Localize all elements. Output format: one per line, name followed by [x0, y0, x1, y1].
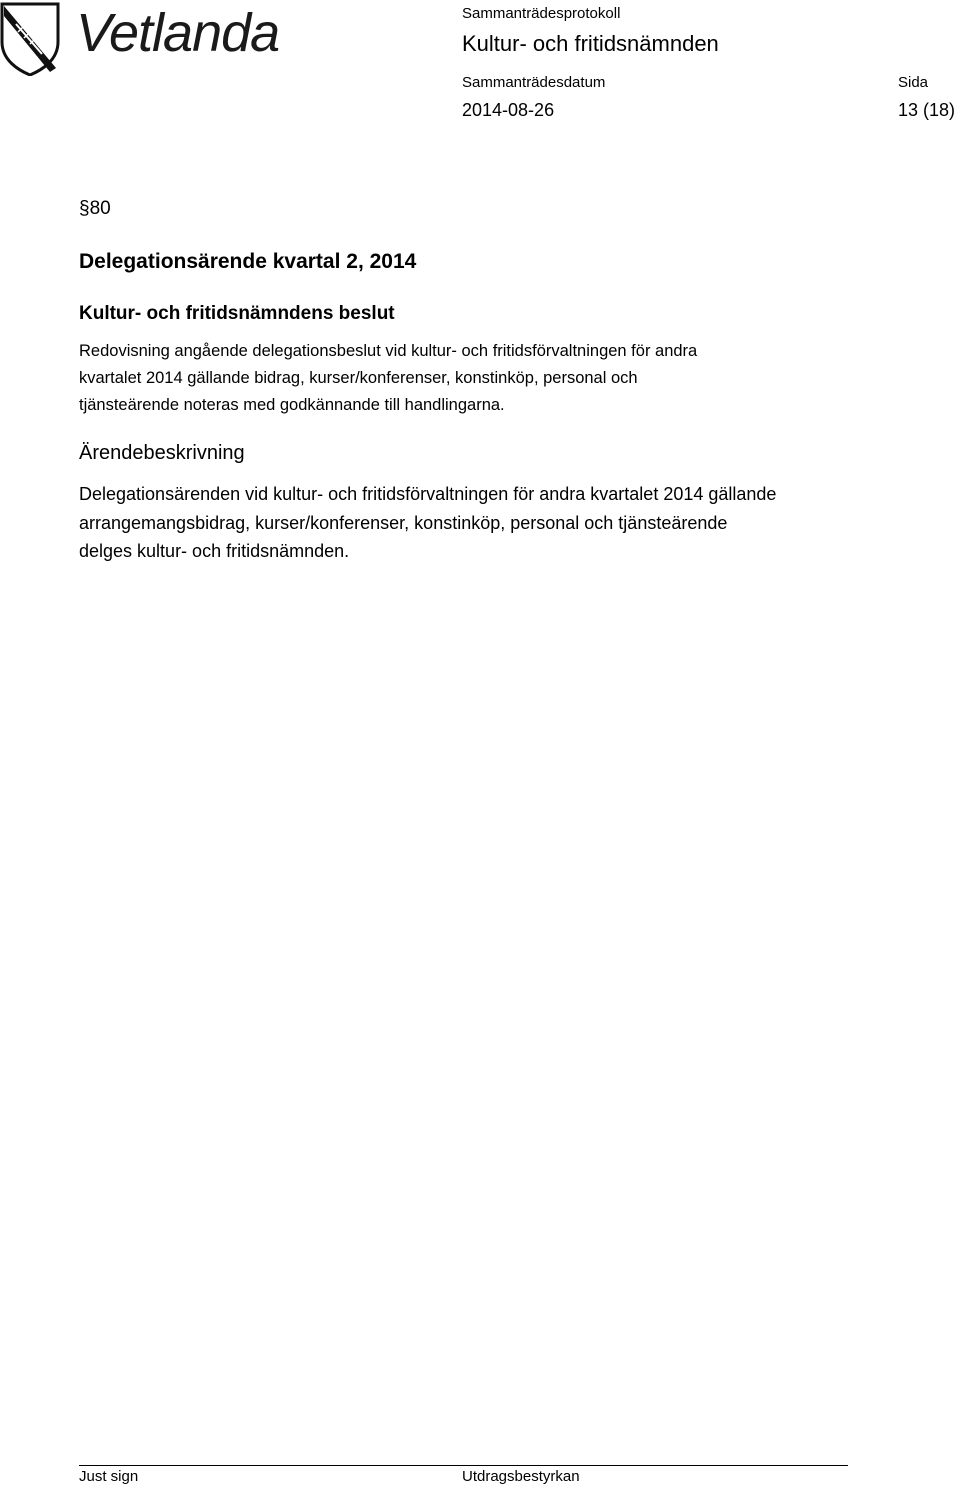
paragraph-mark: §	[79, 198, 90, 219]
decision-line: kvartalet 2014 gällande bidrag, kurser/konferenser, konstinköp, personal och	[79, 369, 638, 387]
decision-line: tjänsteärende noteras med godkännande till handlingarna.	[79, 396, 505, 414]
section-title: Delegationsärende kvartal 2, 2014	[79, 250, 417, 273]
just-sign-label: Just sign	[79, 1468, 139, 1485]
paragraph-number	[79, 198, 111, 220]
meeting-date-value: 2014-08-26	[462, 100, 555, 120]
decision-line: Redovisning angående delegationsbeslut vid kultur- och fritidsförvaltningen för andra	[79, 342, 698, 360]
description-line: arrangemangsbidrag, kurser/konferenser, konstinköp, personal och tjänsteärende	[79, 512, 728, 533]
vetlanda-logo	[0, 0, 290, 80]
meeting-date-label: Sammanträdesdatum	[462, 74, 606, 91]
document-type: Sammanträdesprotokoll	[462, 5, 621, 22]
paragraph-number-value: 80	[89, 198, 111, 219]
committee-name: Kultur- och fritidsnämnden	[462, 31, 719, 56]
page-number: 13 (18)	[898, 100, 956, 120]
description-line: Delegationsärenden vid kultur- och fritidsförvaltningen för andra kvartalet 2014 gällande	[79, 484, 777, 504]
description-line: delges kultur- och fritidsnämnden.	[79, 541, 350, 561]
footer-rule	[79, 1465, 848, 1466]
extract-certified-label: Utdragsbestyrkan	[462, 1468, 580, 1485]
logo-wordmark: Vetlanda	[76, 3, 280, 63]
description-text	[79, 480, 776, 566]
coat-of-arms-icon	[0, 2, 60, 76]
decision-text	[79, 338, 697, 419]
decision-heading: Kultur- och fritidsnämndens beslut	[79, 303, 395, 324]
description-heading: Ärendebeskrivning	[79, 442, 245, 464]
page-label: Sida	[898, 74, 929, 91]
